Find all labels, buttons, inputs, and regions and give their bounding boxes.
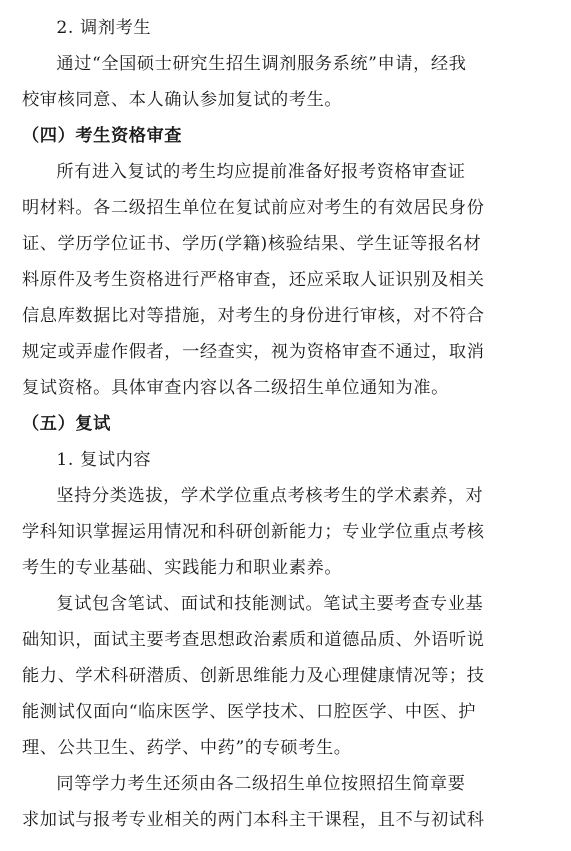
paragraph-b-line-4: 能测试仅面向“临床医学、医学技术、口腔医学、中医、护	[22, 702, 477, 722]
section-4-line-4: 料原件及考生资格进行严格审查，还应采取人证识别及相关	[22, 270, 485, 290]
item-2-paragraph	[22, 46, 549, 118]
section-5-heading: （五）复试	[22, 414, 111, 434]
item-1-title: 1. 复试内容	[56, 450, 152, 470]
section-4-paragraph	[22, 154, 549, 406]
item-2-line-1: 通过“全国硕士研究生招生调剂服务系统”申请，经我	[56, 54, 467, 74]
section-4-line-1: 所有进入复试的考生均应提前准备好报考资格审查证	[56, 162, 466, 182]
paragraph-c-line-1: 同等学力考生还须由各二级招生单位按照招生简章要	[56, 774, 466, 794]
paragraph-a-line-1: 坚持分类选拔，学术学位重点考核考生的学术素养，对	[56, 486, 484, 506]
paragraph-c-line-2: 求加试与报考专业相关的两门本科主干课程，且不与初试科	[22, 810, 485, 830]
paragraph-a	[22, 478, 549, 586]
item-2-line-2: 校审核同意、本人确认参加复试的考生。	[22, 90, 343, 110]
section-4-line-3: 证、学历学位证书、学历(学籍)核验结果、学生证等报名材	[22, 234, 482, 254]
paragraph-a-line-3: 考生的专业基础、实践能力和职业素养。	[22, 558, 343, 578]
paragraph-c	[22, 766, 549, 838]
paragraph-b-line-3: 能力、学术科研潜质、创新思维能力及心理健康情况等；技	[22, 666, 485, 686]
section-4-line-7: 复试资格。具体审查内容以各二级招生单位通知为准。	[22, 378, 449, 398]
section-4-line-2: 明材料。各二级招生单位在复试前应对考生的有效居民身份	[22, 198, 485, 218]
section-4-line-6: 规定或弄虚作假者，一经查实，视为资格审查不通过，取消	[22, 342, 485, 362]
paragraph-b-line-1: 复试包含笔试、面试和技能测试。笔试主要考查专业基	[56, 594, 484, 614]
section-4-heading: （四）考生资格审查	[22, 126, 183, 146]
section-4-line-5: 信息库数据比对等措施，对考生的身份进行审核，对不符合	[22, 306, 485, 326]
paragraph-b	[22, 586, 549, 766]
paragraph-b-line-2: 础知识，面试主要考查思想政治素质和道德品质、外语听说	[22, 630, 485, 650]
paragraph-b-line-5: 理、公共卫生、药学、中药”的专硕考生。	[22, 738, 352, 758]
item-2-title: 2. 调剂考生	[56, 18, 152, 38]
paragraph-a-line-2: 学科知识掌握运用情况和科研创新能力；专业学位重点考核	[22, 522, 485, 542]
